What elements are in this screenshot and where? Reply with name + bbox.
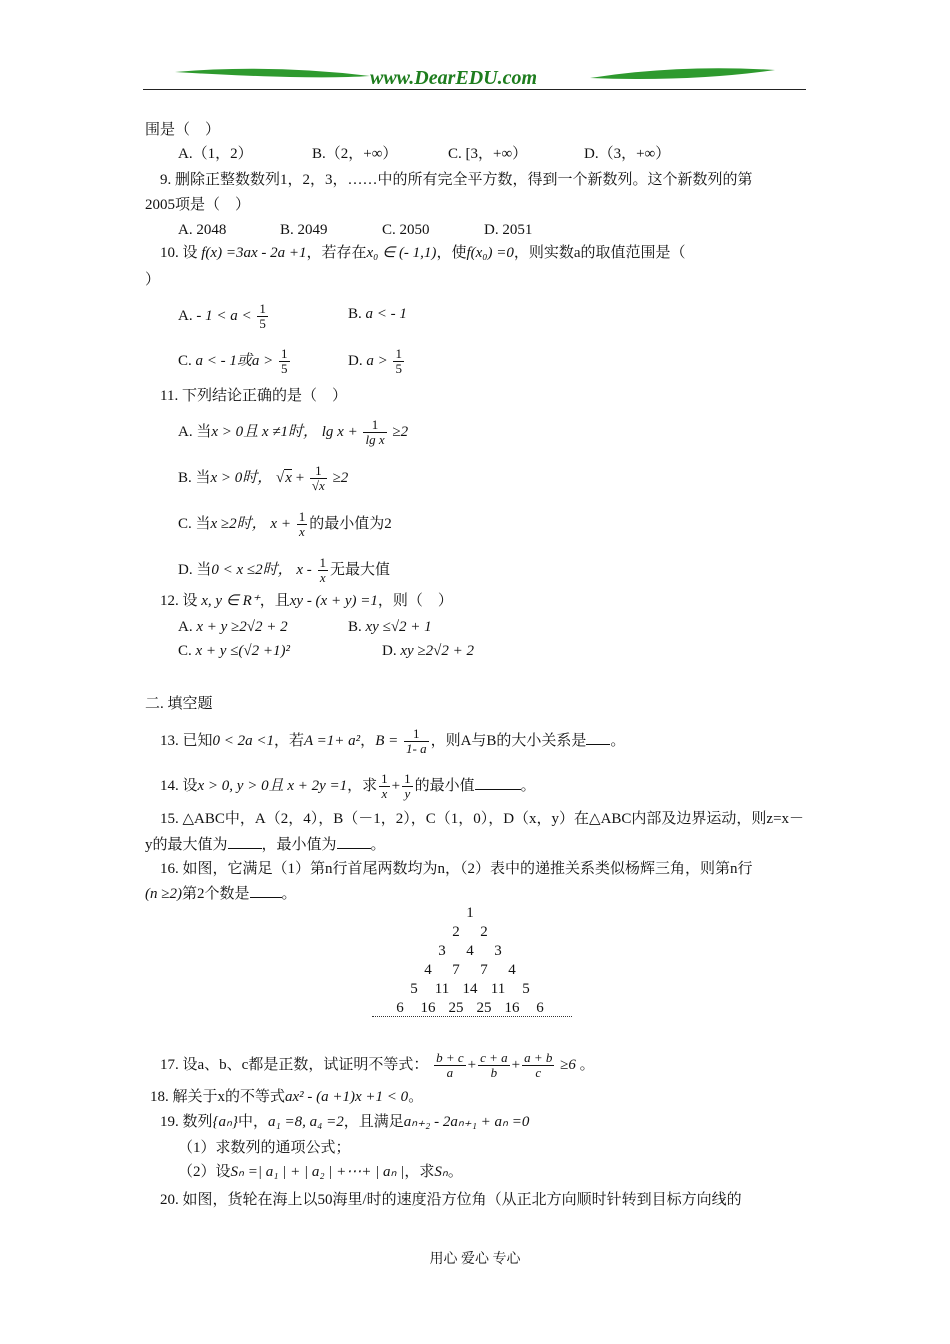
question-16: 16. 如图，它满足（1）第n行首尾两数均为n，（2）表中的递推关系类似杨辉三角，则第n行 [160, 861, 753, 877]
text: 。 [408, 1089, 424, 1105]
text-line [145, 834, 386, 855]
svg-text:www.DearEDU.com: www.DearEDU.com [370, 67, 538, 89]
math: f(x₀) =0 [466, 245, 514, 261]
text: 。 [520, 777, 536, 794]
text: ，求 [404, 1164, 435, 1180]
label: B. [348, 306, 362, 322]
triangle-cell: 11 [490, 981, 506, 997]
text: ，则实数a的取值范围是（ [513, 245, 686, 261]
label: B. [348, 619, 362, 635]
math: xy ≤√2 + 1 [365, 619, 432, 635]
triangle-cell: 7 [480, 962, 488, 978]
math: x₀ ∈ (- 1,1) [366, 245, 437, 261]
answer-blank[interactable] [228, 834, 262, 849]
answer-blank[interactable] [586, 730, 610, 745]
text: 中， [238, 1114, 269, 1130]
text: ，则（ ） [377, 593, 453, 609]
math: aₙ₊₂ - 2aₙ₊₁ + aₙ =0 [403, 1114, 530, 1130]
fraction: $\frac{1}{1- a}$ [405, 726, 427, 756]
triangle-cell: 7 [452, 962, 460, 978]
text: 。 [281, 886, 297, 902]
triangle-cell: 5 [522, 981, 530, 997]
math: a > [366, 352, 388, 369]
triangle-cell: 4 [466, 943, 474, 959]
question-9: 9. 删除正整数数列1，2，3，……中的所有完全平方数，得到一个新数列。这个新数列的第 [160, 172, 753, 188]
text: 18. 解关于x的不等式 [150, 1089, 286, 1105]
option-a [178, 418, 408, 447]
text: 13. 已知 [160, 732, 213, 749]
option-d [348, 347, 406, 376]
text: y的最大值为 [145, 837, 228, 853]
dearedu-logo [170, 62, 780, 92]
math: a < - 1或a > [195, 352, 274, 369]
math: ≥2 [392, 423, 409, 440]
fraction: $\frac{b + c}{a}$ [436, 1050, 464, 1080]
math: x > 0时， [210, 469, 273, 486]
math: x + y ≥2√2 + 2 [196, 619, 288, 635]
fraction: $\frac{1}{x}$ [319, 555, 327, 585]
question-15: 15. △ABC中，A（2，4），B（－1，2），C（1，0），D（x，y）在△ABC内部及边界运动，则z=x－ [160, 811, 805, 827]
sub-question [178, 1162, 463, 1182]
math: - 1 < a < [196, 307, 252, 324]
option-c [178, 641, 290, 661]
option-b: B.（2，+∞） [312, 146, 398, 162]
text: ，则A与B的大小关系是 [430, 732, 587, 749]
option-d [382, 641, 474, 661]
option-d [178, 556, 390, 585]
fraction: $\frac{1}{√x}$ [311, 463, 325, 493]
math: xy ≥2√2 + 2 [400, 643, 474, 659]
text-line: 围是（ ） [145, 122, 221, 138]
text: A. 当 [178, 423, 212, 440]
math: lg x + [321, 423, 358, 440]
fraction: $\frac{1}{x}$ [381, 771, 388, 801]
math: xy - (x + y) =1 [289, 593, 378, 609]
question-17 [160, 1051, 595, 1080]
math: x + [270, 515, 291, 532]
text: B. 当 [178, 469, 211, 486]
triangle-row [360, 981, 580, 998]
text: 14. 设 [160, 777, 198, 794]
triangle-cell: 5 [410, 981, 418, 997]
text: 。 [447, 1164, 463, 1180]
option-b [348, 304, 407, 324]
triangle-cell: 6 [536, 1000, 544, 1016]
question-12 [160, 591, 453, 611]
triangle-row [360, 924, 580, 941]
option-a: A.（1，2） [178, 146, 253, 162]
label: D. [348, 352, 363, 369]
math: + [295, 469, 305, 486]
triangle-row [360, 962, 580, 979]
option-c [178, 510, 392, 539]
fraction: $\frac{1}{y}$ [404, 771, 411, 801]
label: A. [178, 307, 193, 324]
math: 0 < 2a <1 [212, 732, 275, 749]
triangle-cell: 4 [424, 962, 432, 978]
answer-blank[interactable] [250, 883, 282, 898]
option-b: B. 2049 [280, 222, 328, 238]
math: A =1+ a² [304, 732, 361, 749]
math: ≥6 [560, 1056, 576, 1073]
text: 第2个数是 [181, 886, 250, 902]
text: 。 [370, 837, 386, 853]
question-10 [160, 243, 686, 263]
option-c: C. 2050 [382, 222, 430, 238]
math: f(x) =3ax - 2a +1 [201, 245, 307, 261]
triangle-cell: 14 [462, 981, 478, 997]
sqrt: √x [276, 469, 292, 486]
triangle-cell: 2 [452, 924, 460, 940]
math: x > 0, y > 0且 x + 2y =1 [197, 777, 348, 794]
triangle-cell: 2 [480, 924, 488, 940]
option-c: C. [3，+∞） [448, 146, 528, 162]
page-footer: 用心 爱心 专心 [429, 1252, 521, 1267]
fraction: $\frac{1}{5}$ [281, 346, 288, 376]
question-18 [150, 1087, 423, 1107]
sub-question: （1）求数列的通项公式； [178, 1140, 351, 1156]
question-14 [160, 772, 536, 801]
triangle-cell: 6 [396, 1000, 404, 1016]
text: ，若 [274, 732, 305, 749]
section-heading: 二. 填空题 [145, 696, 213, 712]
text: ，若存在 [306, 245, 367, 261]
text-line: ） [145, 272, 161, 288]
text: 19. 数列 [160, 1114, 213, 1130]
triangle-row [360, 943, 580, 960]
math: + [511, 1056, 521, 1073]
triangle-row [360, 905, 580, 922]
math: Sₙ [434, 1164, 448, 1180]
fraction: $\frac{a + b}{c}$ [524, 1050, 553, 1080]
math: a < - 1 [365, 306, 407, 322]
label: C. [178, 352, 192, 369]
triangle-cell: 25 [476, 1000, 492, 1016]
label: D. [382, 643, 397, 659]
math: + [391, 777, 401, 794]
math: Sₙ =| a₁ | + | a₂ | +⋯+ | aₙ | [230, 1164, 405, 1180]
option-b [348, 617, 432, 637]
answer-blank[interactable] [475, 775, 521, 790]
triangle-row [360, 1000, 580, 1017]
question-20: 20. 如图，货轮在海上以50海里/时的速度沿方位角（从正北方向顺时针转到目标方向线的 [160, 1192, 742, 1208]
text: ，且 [259, 593, 290, 609]
ellipsis-dots [372, 1016, 572, 1017]
question-19 [160, 1112, 529, 1132]
text: 无最大值 [330, 561, 391, 578]
triangle-cell: 25 [448, 1000, 464, 1016]
option-a: A. 2048 [178, 222, 227, 238]
triangle-cell: 4 [508, 962, 516, 978]
text: 10. 设 [160, 245, 198, 261]
math: x ≥2时， [210, 515, 267, 532]
math: B = [375, 732, 399, 749]
math: x + y ≤(√2 +1)² [195, 643, 291, 659]
question-11: 11. 下列结论正确的是（ ） [160, 388, 347, 404]
question-13 [160, 727, 625, 756]
math: + [467, 1056, 477, 1073]
label: C. [178, 643, 192, 659]
text: C. 当 [178, 515, 211, 532]
option-c [178, 347, 292, 376]
header-rule [143, 89, 806, 90]
option-d: D.（3，+∞） [584, 146, 671, 162]
math: 0 < x ≤2时， [211, 561, 293, 578]
fraction: $\frac{1}{5}$ [259, 301, 266, 331]
option-b [178, 464, 348, 493]
triangle-cell: 11 [434, 981, 450, 997]
answer-blank[interactable] [337, 834, 371, 849]
text: 。 [610, 732, 626, 749]
triangle-cell: 16 [420, 1000, 436, 1016]
math: {aₙ} [212, 1114, 238, 1130]
text: （2）设 [178, 1164, 231, 1180]
triangle-cell: 3 [494, 943, 502, 959]
fraction: $\frac{1}{\text{lg x}}$ [365, 417, 385, 447]
text-line [145, 883, 297, 904]
text: ，求 [347, 777, 378, 794]
text: ，且满足 [343, 1114, 404, 1130]
label: A. [178, 619, 193, 635]
option-d: D. 2051 [484, 222, 533, 238]
math: ax² - (a +1)x +1 < 0 [285, 1089, 409, 1105]
text: ，最小值为 [261, 837, 337, 853]
option-a [178, 302, 270, 331]
math: x - [296, 561, 312, 578]
text: ，使 [436, 245, 467, 261]
math: x, y ∈ R⁺ [201, 593, 260, 609]
triangle-cell: 1 [466, 905, 474, 921]
fraction: $\frac{1}{5}$ [395, 346, 402, 376]
fraction: $\frac{c + a}{b}$ [480, 1050, 508, 1080]
text: 的最小值 [414, 777, 475, 794]
triangle-cell: 3 [438, 943, 446, 959]
math: a₁ =8, a₄ =2 [268, 1114, 344, 1130]
triangle-cell: 16 [504, 1000, 520, 1016]
text-line: 2005项是（ ） [145, 197, 251, 213]
fraction: $\frac{1}{x}$ [298, 509, 306, 539]
text: 12. 设 [160, 593, 198, 609]
option-a [178, 617, 288, 637]
math: (n ≥2) [145, 886, 182, 902]
math: ≥2 [332, 469, 349, 486]
text: D. 当 [178, 561, 212, 578]
text: ， [360, 732, 376, 749]
text: 。 [579, 1056, 595, 1073]
math: x > 0且 x ≠1时， [211, 423, 319, 440]
text: 的最小值为2 [309, 515, 392, 532]
text: 17. 设a、b、c都是正数，试证明不等式： [160, 1056, 429, 1073]
